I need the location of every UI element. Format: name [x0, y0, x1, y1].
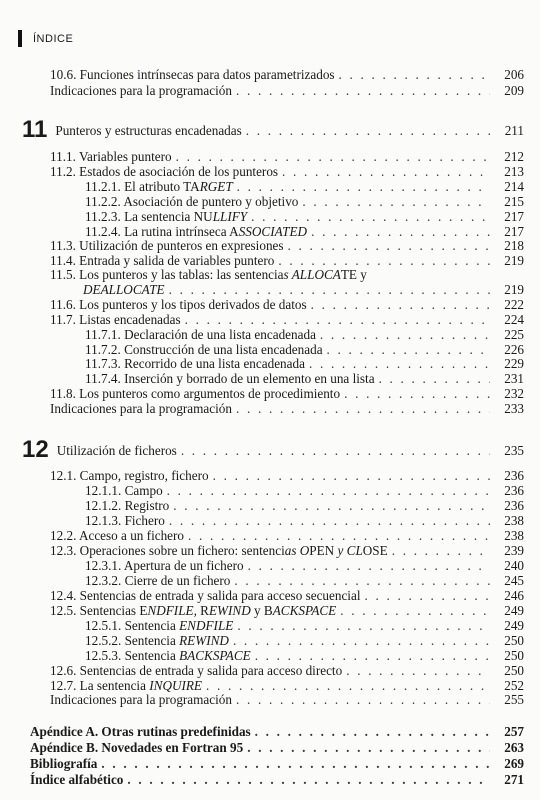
page-number: 218: [504, 238, 524, 253]
chapter-entry: [22, 116, 524, 143]
dot-leader: [236, 401, 490, 416]
dot-leader: [213, 468, 490, 483]
page-number: 246: [504, 588, 524, 603]
entry-title: 11.8. Los punteros como argumentos de procedimiento: [50, 386, 341, 401]
dot-leader: [365, 588, 491, 603]
dot-leader: [278, 253, 490, 268]
entry-title: 11.5. Los punteros y las tablas: las sentencias ALLOCATE y: [50, 267, 367, 282]
page-number: 245: [504, 573, 524, 588]
toc-entry: [50, 692, 524, 707]
toc-entry: [85, 513, 524, 528]
entry-title: 11.2.3. La sentencia NULLIFY: [85, 209, 248, 224]
dot-leader: [320, 327, 490, 342]
toc-entry: [85, 573, 524, 588]
chapter-number: 11: [22, 116, 48, 143]
entry-title: 12.1.1. Campo: [85, 483, 163, 498]
entry-title: 10.6. Funciones intrínsecas para datos parametrizados: [50, 67, 335, 82]
entry-title: Indicaciones para la programación: [50, 83, 232, 98]
toc-entry: [50, 386, 524, 401]
page-number: 222: [504, 297, 524, 312]
page-number: 235: [504, 443, 524, 458]
page-number: 250: [504, 663, 524, 678]
entry-title: 11.1. Variables puntero: [50, 149, 172, 164]
page-number: 215: [504, 194, 524, 209]
toc-entry: [85, 179, 524, 194]
toc-entry: [50, 83, 524, 98]
toc-entry: [50, 588, 524, 603]
toc-entry: [85, 648, 524, 663]
entry-title: 12.5.1. Sentencia ENDFILE: [85, 618, 234, 633]
toc-entry: [30, 740, 524, 755]
dot-leader: [127, 772, 490, 787]
toc-entry: [30, 772, 524, 787]
toc-entry: [50, 312, 524, 327]
page-number: 239: [504, 543, 524, 558]
page-number: 250: [504, 633, 524, 648]
dot-leader: [311, 297, 490, 312]
header-bar: [18, 30, 22, 47]
entry-title: 11.7.4. Inserción y borrado de un elemento en una lista: [85, 371, 375, 386]
page-number: 231: [504, 371, 524, 386]
page-number: 252: [504, 678, 524, 693]
entry-title: 12.1. Campo, registro, fichero: [50, 468, 209, 483]
chapter-entry: [22, 436, 524, 463]
dot-leader: [247, 740, 490, 755]
page-number: 214: [504, 179, 524, 194]
dot-leader: [346, 663, 490, 678]
toc-entry: [85, 327, 524, 342]
entry-title: 12.4. Sentencias de entrada y salida para acceso secuencial: [50, 588, 361, 603]
entry-title: Apéndice A. Otras rutinas predefinidas: [30, 724, 251, 739]
dot-leader: [236, 692, 490, 707]
entry-title: 11.2.1. El atributo TARGET: [85, 179, 233, 194]
dot-leader: [233, 633, 490, 648]
dot-leader: [344, 386, 490, 401]
dot-leader: [339, 67, 490, 82]
dot-leader: [282, 164, 490, 179]
page-number: 238: [504, 528, 524, 543]
toc-entry: [30, 724, 524, 739]
page-number: 257: [504, 724, 524, 739]
dot-leader: [101, 756, 490, 771]
page-number: 232: [504, 386, 524, 401]
toc-entry: [85, 224, 524, 239]
toc-entry: [50, 528, 524, 543]
dot-leader: [181, 443, 490, 458]
page-number: 263: [504, 740, 524, 755]
toc-entry: [85, 498, 524, 513]
page-number: 250: [504, 648, 524, 663]
page-number: 212: [504, 149, 524, 164]
entry-title: 12.3.1. Apertura de un fichero: [85, 558, 244, 573]
entry-title: 12.6. Sentencias de entrada y salida para acceso directo: [50, 663, 343, 678]
dot-leader: [169, 513, 490, 528]
dot-leader: [206, 678, 490, 693]
entry-title: 12.3. Operaciones sobre un fichero: sentencias OPEN y CLOSE: [50, 543, 388, 558]
page-number: 236: [504, 483, 524, 498]
page-number: 211: [504, 123, 524, 138]
dot-leader: [255, 724, 490, 739]
page-number: 206: [504, 67, 524, 82]
toc-entry: [50, 238, 524, 253]
entry-title: 11.2.2. Asociación de puntero y objetivo: [85, 194, 299, 209]
entry-title: 12.5.3. Sentencia BACKSPACE: [85, 648, 251, 663]
dot-leader: [169, 282, 490, 297]
page-number: 229: [504, 356, 524, 371]
dot-leader: [176, 149, 490, 164]
dot-leader: [236, 83, 490, 98]
page-number: 226: [504, 342, 524, 357]
dot-leader: [340, 603, 490, 618]
toc-entry: [85, 356, 524, 371]
page-number: 219: [504, 253, 524, 268]
page-number: 209: [504, 83, 524, 98]
page-number: 271: [504, 772, 524, 787]
page-number: 219: [504, 282, 524, 297]
header-title: ÍNDICE: [33, 32, 74, 45]
dot-leader: [302, 194, 490, 209]
page-number: 213: [504, 164, 524, 179]
chapter-number: 12: [22, 436, 49, 463]
toc-entry: [85, 633, 524, 648]
entry-title: 12.1.3. Fichero: [85, 513, 165, 528]
entry-title: 11.4. Entrada y salida de variables puntero: [50, 253, 275, 268]
entry-title: 12.5. Sentencias ENDFILE, REWIND y BACKSPACE: [50, 603, 337, 618]
entry-title: 12.7. La sentencia INQUIRE: [50, 678, 202, 693]
entry-title: Bibliografía: [30, 756, 98, 771]
page-number: 217: [504, 224, 524, 239]
toc-entry: [85, 342, 524, 357]
entry-title: 11.3. Utilización de punteros en expresiones: [50, 238, 284, 253]
dot-leader: [237, 179, 490, 194]
toc-entry: [85, 558, 524, 573]
page-number: 233: [504, 401, 524, 416]
entry-title: Utilización de ficheros: [56, 443, 177, 458]
toc-entry: [50, 603, 524, 618]
entry-title: 11.7.2. Construcción de una lista encadenada: [85, 342, 323, 357]
page-number: 236: [504, 468, 524, 483]
entry-title: 12.3.2. Cierre de un fichero: [85, 573, 231, 588]
dot-leader: [251, 209, 490, 224]
page-number: 225: [504, 327, 524, 342]
page-number: 269: [504, 756, 524, 771]
dot-leader: [255, 648, 490, 663]
page-number: 224: [504, 312, 524, 327]
toc-entry: [85, 194, 524, 209]
dot-leader: [379, 371, 490, 386]
toc-entry: [50, 253, 524, 268]
entry-title: DEALLOCATE: [83, 282, 165, 297]
dot-leader: [246, 123, 490, 138]
entry-title: 12.5.2. Sentencia REWIND: [85, 633, 229, 648]
page-header: [18, 30, 73, 47]
toc-entry: [50, 267, 524, 282]
toc-entry: [50, 67, 524, 82]
dot-leader: [185, 312, 490, 327]
dot-leader: [237, 618, 490, 633]
entry-title: Punteros y estructuras encadenadas: [55, 123, 242, 138]
page-number: 236: [504, 498, 524, 513]
dot-leader: [188, 528, 490, 543]
dot-leader: [288, 238, 490, 253]
dot-leader: [327, 342, 490, 357]
page-number: 240: [504, 558, 524, 573]
entry-title: 12.1.2. Registro: [85, 498, 170, 513]
page-number: 255: [504, 692, 524, 707]
entry-title: 12.2. Acceso a un fichero: [50, 528, 185, 543]
toc-entry: [85, 371, 524, 386]
toc-entry: [30, 756, 524, 771]
entry-title: Índice alfabético: [30, 772, 124, 787]
entry-title: Indicaciones para la programación: [50, 692, 232, 707]
entry-title: 11.7. Listas encadenadas: [50, 312, 181, 327]
page-number: 249: [504, 618, 524, 633]
toc-entry: [85, 209, 524, 224]
dot-leader: [311, 224, 490, 239]
entry-title: Apéndice B. Novedades en Fortran 95: [30, 740, 244, 755]
page-number: 249: [504, 603, 524, 618]
entry-title: 11.7.3. Recorrido de una lista encadenada: [85, 356, 305, 371]
dot-leader: [173, 498, 490, 513]
entry-title: 11.2. Estados de asociación de los punteros: [50, 164, 279, 179]
entry-title: Indicaciones para la programación: [50, 401, 232, 416]
toc-entry: [50, 149, 524, 164]
entry-title: 11.2.4. La rutina intrínseca ASSOCIATED: [85, 224, 308, 239]
dot-leader: [309, 356, 490, 371]
toc-entry: [83, 282, 524, 297]
page-number: 238: [504, 513, 524, 528]
toc-entry: [85, 618, 524, 633]
page-number: 217: [504, 209, 524, 224]
toc-entry: [50, 297, 524, 312]
toc-entry: [50, 678, 524, 693]
toc-entry: [85, 483, 524, 498]
toc-entry: [50, 543, 524, 558]
dot-leader: [234, 573, 490, 588]
toc-entry: [50, 663, 524, 678]
toc-entry: [50, 164, 524, 179]
entry-title: 11.6. Los punteros y los tipos derivados de datos: [50, 297, 307, 312]
dot-leader: [167, 483, 490, 498]
toc-entry: [50, 401, 524, 416]
dot-leader: [248, 558, 490, 573]
toc-entry: [50, 468, 524, 483]
entry-title: 11.7.1. Declaración de una lista encadenada: [85, 327, 316, 342]
dot-leader: [392, 543, 490, 558]
